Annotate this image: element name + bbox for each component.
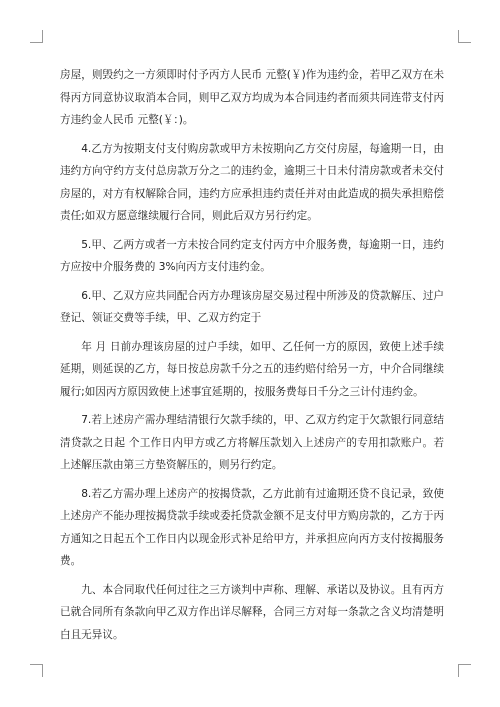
paragraph-clause-8: 8.若乙方需办理上述房产的按揭贷款，乙方此前有过逾期还贷不良记录，致使上述房产不能办理按揭贷款手续或委托贷款金额不足支付甲方购房款的，乙方于丙方通知之日起五个工作日内以现金形式补足给甲方，并承担应向丙方支付按揭服务费。 [60, 487, 444, 567]
paragraph-clause-5: 5.甲、乙两方或者一方未按合同约定支付丙方中介服务费，每逾期一日，违约方应按中介服务费的 3%向丙方支付违约金。 [60, 238, 444, 273]
paragraph-continuation: 房屋，则毁约之一方须即时付予丙方人民币 元整(￥)作为违约金，若甲乙双方在未得丙方同意协议取消本合同，则甲乙双方均成为本合同违约者而须共同连带支付丙方违约金人民币 元整(￥：)。 [60, 69, 444, 126]
crop-mark-top-right [458, 30, 471, 43]
paragraph-clause-7: 7.若上述房产需办理结清银行欠款手续的，甲、乙双方约定于欠款银行同意结清贷款之日起 个工作日内甲方或乙方将解压款划入上述房产的专用扣款账户。若上述解压款由第三方垫资解压的，则另行约定。 [60, 414, 444, 471]
document-body [60, 64, 444, 652]
paragraph-clause-6-cont: 年 月 日前办理该房屋的过户手续，如甲、乙任何一方的原因，致使上述手续延期，则延误的乙方，每日按总房款千分之五的违约赔付给另一方，中介合同继续履行;如因丙方原因致使上述事宜延期的，按服务费每日千分之三计付违约金。 [60, 340, 444, 398]
paragraph-clause-4: 4.乙方为按期支付支付购房款或甲方未按期向乙方交付房屋，每逾期一日，由违约方向守约方支付总房款万分之二的违约金，逾期三十日未付清房款或者未交付房屋的，对方有权解除合同，违约方应承担违约责任并对由此造成的损失承担赔偿责任;如双方愿意继续履行合同，则此后双方另行约定。 [60, 142, 444, 222]
paragraph-clause-6: 6.甲、乙双方应共同配合丙方办理该房屋交易过程中所涉及的贷款解压、过户登记、领证交费等手续，甲、乙双方约定于 [60, 289, 444, 324]
crop-mark-bottom-right [458, 664, 471, 677]
crop-mark-bottom-left [30, 664, 43, 677]
paragraph-clause-9: 九、本合同取代任何过往之三方谈判中声称、理解、承诺以及协议。且有丙方已就合同所有条款向甲乙双方作出详尽解释，合同三方对每一条款之含义均清楚明白且无异议。 [60, 583, 444, 641]
crop-mark-top-left [30, 30, 43, 43]
